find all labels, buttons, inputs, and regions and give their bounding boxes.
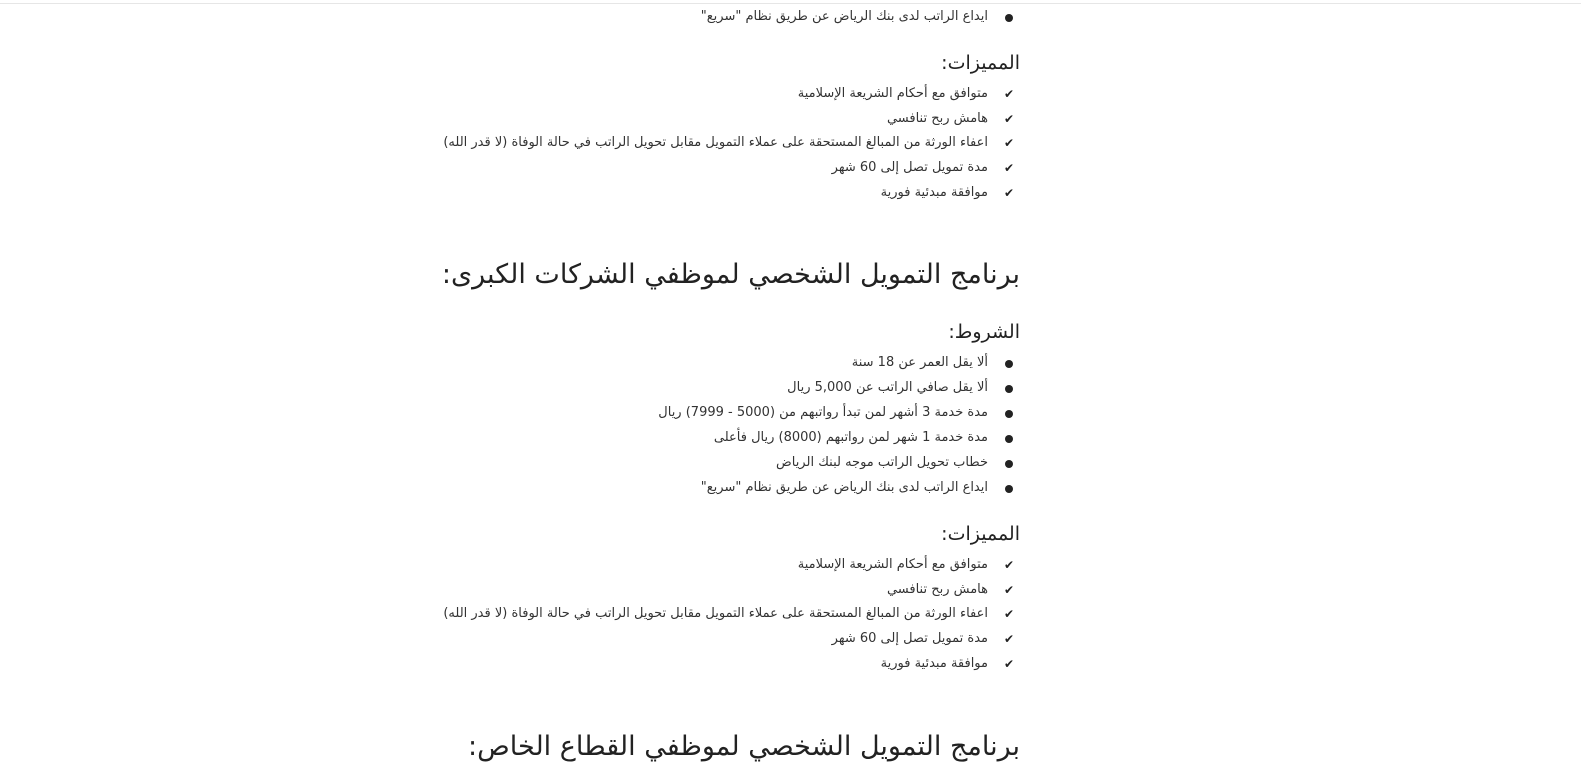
list-item-text: متوافق مع أحكام الشريعة الإسلامية bbox=[797, 557, 988, 572]
list-item bbox=[881, 182, 1020, 204]
list-item bbox=[798, 83, 1020, 105]
list-item bbox=[701, 477, 1020, 499]
check-icon: ✔ bbox=[1003, 136, 1015, 150]
bullet-icon bbox=[998, 6, 1020, 28]
bullet-icon bbox=[998, 477, 1020, 499]
list-item bbox=[443, 603, 1020, 625]
conditions-heading: الشروط: bbox=[948, 321, 1020, 343]
list-item bbox=[881, 653, 1020, 675]
list-item bbox=[787, 377, 1020, 399]
list-item-text: متوافق مع أحكام الشريعة الإسلامية bbox=[797, 86, 988, 101]
check-icon: ✔ bbox=[1003, 186, 1015, 200]
check-icon: ✔ bbox=[1003, 112, 1015, 126]
features-heading: المميزات: bbox=[941, 523, 1020, 545]
list-item bbox=[776, 452, 1020, 474]
bullet-icon bbox=[998, 402, 1020, 424]
list-item-text: هامش ربح تنافسي bbox=[886, 111, 988, 126]
check-icon: ✔ bbox=[1003, 161, 1015, 175]
list-item bbox=[701, 6, 1020, 28]
list-item bbox=[798, 554, 1020, 576]
list-item bbox=[832, 157, 1020, 179]
list-item-text: هامش ربح تنافسي bbox=[886, 582, 988, 597]
list-item-text: اعفاء الورثة من المبالغ المستحقة على عملاء التمويل مقابل تحويل الراتب في حالة الوفاة (لا قدر الله) bbox=[443, 606, 988, 621]
list-item-text: ألا يقل العمر عن 18 سنة bbox=[851, 355, 988, 370]
bullet-icon bbox=[998, 352, 1020, 374]
list-item bbox=[443, 132, 1020, 154]
list-item bbox=[658, 402, 1020, 424]
list-item-text: ألا يقل صافي الراتب عن 5,000 ريال bbox=[787, 380, 988, 395]
list-item-text: اعفاء الورثة من المبالغ المستحقة على عملاء التمويل مقابل تحويل الراتب في حالة الوفاة (لا قدر الله) bbox=[443, 135, 988, 150]
list-item bbox=[887, 108, 1020, 130]
list-item-text: خطاب تحويل الراتب موجه لبنك الرياض bbox=[776, 455, 988, 470]
list-item bbox=[887, 579, 1020, 601]
list-item-text: موافقة مبدئية فورية bbox=[880, 185, 988, 200]
check-icon: ✔ bbox=[1003, 558, 1015, 572]
section-title: برنامج التمويل الشخصي لموظفي الشركات الكبرى: bbox=[441, 259, 1020, 290]
article-content bbox=[400, 0, 1020, 760]
list-item-text: مدة خدمة 3 أشهر لمن تبدأ رواتبهم من (5000 - 7999) ريال bbox=[658, 405, 988, 420]
check-icon: ✔ bbox=[1003, 583, 1015, 597]
check-icon: ✔ bbox=[1003, 87, 1015, 101]
list-item-text: موافقة مبدئية فورية bbox=[880, 656, 988, 671]
bullet-icon bbox=[998, 377, 1020, 399]
bullet-icon bbox=[998, 427, 1020, 449]
list-item-text: ايداع الراتب لدى بنك الرياض عن طريق نظام "سريع" bbox=[700, 9, 988, 24]
section-title: برنامج التمويل الشخصي لموظفي القطاع الخاص: bbox=[468, 731, 1020, 762]
features-heading: المميزات: bbox=[941, 52, 1020, 74]
list-item-text: مدة تمويل تصل إلى 60 شهر bbox=[831, 160, 988, 175]
list-item-text: ايداع الراتب لدى بنك الرياض عن طريق نظام "سريع" bbox=[700, 480, 988, 495]
check-icon: ✔ bbox=[1003, 607, 1015, 621]
list-item-text: مدة تمويل تصل إلى 60 شهر bbox=[831, 631, 988, 646]
list-item bbox=[832, 628, 1020, 650]
list-item bbox=[852, 352, 1020, 374]
check-icon: ✔ bbox=[1003, 632, 1015, 646]
check-icon: ✔ bbox=[1003, 657, 1015, 671]
list-item bbox=[714, 427, 1020, 449]
list-item-text: مدة خدمة 1 شهر لمن رواتبهم (8000) ريال فأعلى bbox=[713, 430, 988, 445]
bullet-icon bbox=[998, 452, 1020, 474]
